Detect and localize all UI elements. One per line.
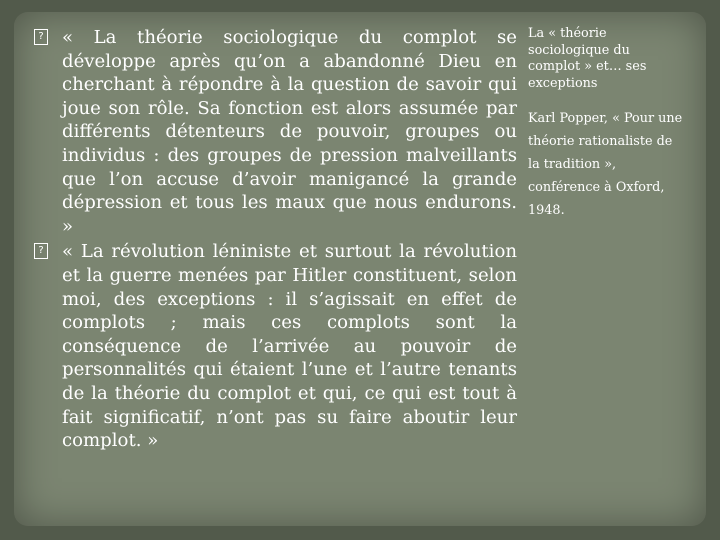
- quote-paragraph-2: [34, 240, 517, 452]
- sidebar-reference: Karl Popper, « Pour une théorie rationaliste de la tradition », conférence à Oxford, 1948.: [528, 111, 683, 218]
- main-text: [34, 26, 517, 453]
- quote-text-1: « La théorie sociologique du complot se développe après qu’on a abandonné Dieu en cherchant à répondre à la question de savoir qui joue son rôle. Sa fonction est alors assumée par différents détenteurs de pouvoir, groupes ou individus : des groupes de pression malveillants que l’on accuse d’avoir manigancé la grande dépression et tous les maux que nous endurons. »: [62, 27, 517, 237]
- unknown-glyph-icon: ?: [34, 243, 48, 259]
- unknown-glyph-icon: ?: [34, 29, 48, 45]
- sidebar-title: La « théorie sociologique du complot » et… ses exceptions: [528, 26, 647, 91]
- quote-paragraph-1: [34, 26, 517, 238]
- sidebar: [528, 26, 684, 222]
- quote-text-2: « La révolution léniniste et surtout la révolution et la guerre menées par Hitler constituent, selon moi, des exceptions : il s’agissait en effet de complots ; mais ces complots sont la conséquence de l’arrivée au pouvoir de personnalités qui étaient l’une et l’autre tenants de la théorie du complot et qui, ce qui est tout à fait significatif, n’ont pas su faire aboutir leur complot. »: [62, 241, 517, 452]
